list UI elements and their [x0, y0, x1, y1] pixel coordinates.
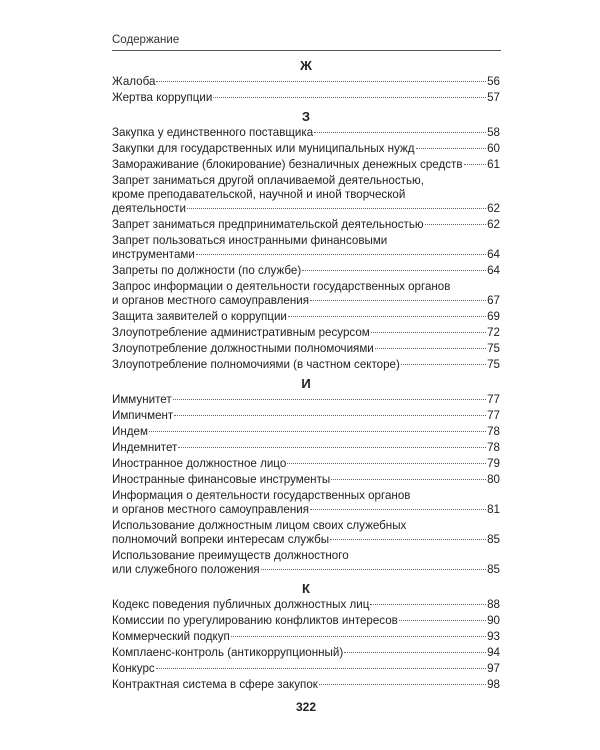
entry-title: деятельности	[112, 202, 186, 215]
entry-page-number: 85	[487, 533, 500, 546]
entry-page-number: 78	[487, 425, 500, 438]
entry-page-number: 64	[487, 264, 500, 277]
entry-title: Использование должностным лицом своих служебных	[112, 519, 407, 532]
toc-entry[interactable]	[112, 309, 500, 325]
entry-page-number: 77	[487, 393, 500, 406]
dot-leader	[344, 652, 486, 653]
page-body	[112, 57, 500, 714]
entry-page-number: 72	[487, 326, 500, 339]
dot-leader	[375, 348, 486, 349]
dot-leader	[425, 224, 487, 225]
entry-title: Запрос информации о деятельности государственных органов	[112, 280, 451, 293]
entry-title: Коммерческий подкуп	[112, 630, 230, 643]
entry-page-number: 67	[487, 294, 500, 307]
toc-entry[interactable]	[112, 357, 500, 373]
entry-page-number: 75	[487, 358, 500, 371]
entry-page-number: 94	[487, 646, 500, 659]
toc-entry[interactable]	[112, 217, 500, 233]
entry-title: Жертва коррупции	[112, 91, 213, 104]
entry-title: Использование преимуществ должностного	[112, 549, 349, 562]
dot-leader	[370, 604, 486, 605]
toc-entry[interactable]	[112, 488, 500, 518]
entry-title: и органов местного самоуправления	[112, 503, 310, 516]
toc-entry[interactable]	[112, 645, 500, 661]
dot-leader	[330, 539, 486, 540]
dot-leader	[178, 447, 486, 448]
entry-title: Иностранное должностное лицо	[112, 457, 287, 470]
entry-page-number: 81	[487, 503, 500, 516]
entry-title: и органов местного самоуправления	[112, 294, 310, 307]
dot-leader	[310, 509, 486, 510]
toc-entry[interactable]	[112, 263, 500, 279]
entry-page-number: 93	[487, 630, 500, 643]
dot-leader	[314, 132, 486, 133]
dot-leader	[399, 620, 486, 621]
toc-entry[interactable]	[112, 424, 500, 440]
toc-entry[interactable]	[112, 661, 500, 677]
section-letter: К	[302, 581, 310, 596]
entry-title: Иммунитет	[112, 393, 172, 406]
entry-page-number: 69	[487, 310, 500, 323]
dot-leader	[371, 332, 486, 333]
entry-page-number: 88	[487, 598, 500, 611]
entry-page-number: 64	[487, 248, 500, 261]
entry-page-number: 60	[487, 142, 500, 155]
entry-page-number: 78	[487, 441, 500, 454]
entry-title: Конкурс	[112, 662, 155, 675]
entry-title: Злоупотребление полномочиями (в частном секторе)	[112, 358, 400, 371]
entry-title: Запрет заниматься другой оплачиваемой деятельностью,	[112, 174, 424, 187]
entry-title: Индемнитет	[112, 441, 178, 454]
toc-entry[interactable]	[112, 408, 500, 424]
entry-title: Информация о деятельности государственных органов	[112, 489, 411, 502]
toc-entry[interactable]	[112, 472, 500, 488]
entry-page-number: 98	[487, 678, 500, 691]
toc-entry[interactable]	[112, 440, 500, 456]
dot-leader	[213, 97, 486, 98]
entry-page-number: 77	[487, 409, 500, 422]
entry-page-number: 62	[487, 218, 500, 231]
entry-title: Закупка у единственного поставщика	[112, 126, 314, 139]
entry-page-number: 79	[487, 457, 500, 470]
toc-entry[interactable]	[112, 456, 500, 472]
dot-leader	[156, 81, 486, 82]
toc-entry[interactable]	[112, 597, 500, 613]
section-letter: З	[301, 109, 311, 124]
entry-title: кроме преподавательской, научной и иной творческой	[112, 188, 406, 201]
dot-leader	[261, 569, 486, 570]
entry-title: Комиссии по урегулированию конфликтов интересов	[112, 614, 398, 627]
entry-page-number: 58	[487, 126, 500, 139]
entry-title: Запрет пользоваться иностранными финансовыми	[112, 234, 388, 247]
entry-page-number: 97	[487, 662, 500, 675]
dot-leader	[416, 148, 487, 149]
entry-title: Иностранные финансовые инструменты	[112, 473, 331, 486]
section-letter: Ж	[300, 58, 312, 73]
toc-entry[interactable]	[112, 613, 500, 629]
dot-leader	[187, 208, 486, 209]
entry-page-number: 85	[487, 563, 500, 576]
dot-leader	[464, 164, 487, 165]
toc-entry[interactable]	[112, 677, 500, 693]
entry-page-number: 61	[487, 158, 500, 171]
entry-title: Защита заявителей о коррупции	[112, 310, 287, 323]
entry-page-number: 75	[487, 342, 500, 355]
entry-title: Комплаенс-контроль (антикоррупционный)	[112, 646, 344, 659]
toc-entry[interactable]	[112, 157, 500, 173]
toc-entry[interactable]	[112, 629, 500, 645]
toc-entry[interactable]	[112, 233, 500, 263]
entry-title: Запрет заниматься предпринимательской деятельностью	[112, 218, 424, 231]
toc-entry[interactable]	[112, 279, 500, 309]
entry-page-number: 57	[487, 91, 500, 104]
entry-title: Контрактная система в сфере закупок	[112, 678, 318, 691]
entry-title: или служебного положения	[112, 563, 260, 576]
entry-page-number: 80	[487, 473, 500, 486]
toc-entry[interactable]	[112, 141, 500, 157]
entry-title: Жалоба	[112, 75, 156, 88]
dot-leader	[287, 463, 486, 464]
dot-leader	[196, 254, 486, 255]
toc-entry[interactable]	[112, 125, 500, 141]
toc-entry[interactable]	[112, 173, 500, 217]
entry-title: Замораживание (блокирование) безналичных денежных средств	[112, 158, 463, 171]
toc-entry[interactable]	[112, 74, 500, 90]
dot-leader	[310, 300, 486, 301]
toc-entry[interactable]	[112, 518, 500, 548]
entry-page-number: 62	[487, 202, 500, 215]
dot-leader	[149, 431, 486, 432]
entry-title: Закупки для государственных или муниципальных нужд	[112, 142, 415, 155]
dot-leader	[173, 399, 486, 400]
entry-title: Злоупотребление должностными полномочиями	[112, 342, 374, 355]
dot-leader	[319, 684, 486, 685]
entry-title: Злоупотребление административным ресурсом	[112, 326, 370, 339]
toc-entry[interactable]	[112, 548, 500, 578]
running-header: Содержание	[112, 34, 180, 46]
dot-leader	[401, 364, 486, 365]
entry-title: инструментами	[112, 248, 195, 261]
dot-leader	[288, 316, 486, 317]
dot-leader	[231, 636, 486, 637]
dot-leader	[156, 668, 486, 669]
dot-leader	[302, 270, 486, 271]
entry-title: Запреты по должности (по службе)	[112, 264, 302, 277]
toc-entry[interactable]	[112, 90, 500, 106]
dot-leader	[174, 415, 486, 416]
section-letter: И	[301, 376, 311, 391]
entry-title: Кодекс поведения публичных должностных лиц	[112, 598, 370, 611]
entry-title: Индем	[112, 425, 148, 438]
entry-title: Импичмент	[112, 409, 174, 422]
entry-title: полномочий вопреки интересам службы	[112, 533, 330, 546]
toc-entry[interactable]	[112, 325, 500, 341]
entry-page-number: 90	[487, 614, 500, 627]
toc-entry[interactable]	[112, 392, 500, 408]
entry-page-number: 56	[487, 75, 500, 88]
page-number: 322	[295, 700, 317, 714]
table-of-contents	[112, 57, 500, 693]
dot-leader	[331, 479, 486, 480]
toc-entry[interactable]	[112, 341, 500, 357]
header-rule	[112, 50, 501, 51]
